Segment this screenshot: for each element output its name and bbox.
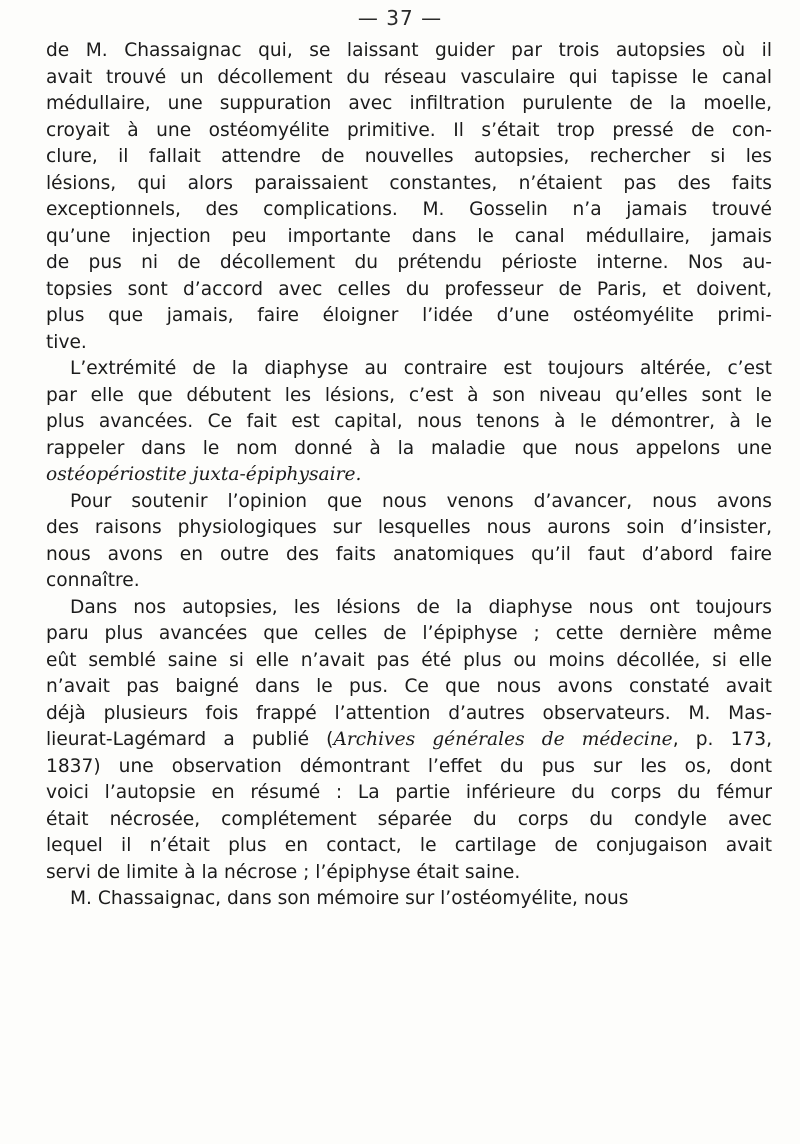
line-text: déjà plusieurs fois frappé l’attention d’autres observateurs. M. Mas-: [46, 702, 772, 724]
line-text: par elle que débutent les lésions, c’est à son niveau qu’elles sont le: [46, 384, 772, 406]
text-line: [46, 595, 772, 622]
line-text: lieurat-Lagémard a publié (: [46, 729, 334, 750]
line-text: M. Chassaignac, dans son mémoire sur l’ostéomyélite, nous: [70, 888, 629, 909]
text-line: [46, 383, 772, 410]
text-line: [46, 807, 772, 834]
line-text: plus que jamais, faire éloigner l’idée d’une ostéomyélite primi-: [46, 305, 772, 326]
line-text: exceptionnels, des complications. M. Gosselin n’a jamais trouvé: [46, 199, 772, 220]
line-text: plus avancées. Ce fait est capital, nous tenons à le démontrer, à le: [46, 411, 772, 432]
line-italic-text: Archives générales de médecine: [333, 729, 673, 750]
line-text: lequel il n’était plus en contact, le cartilage de conjugaison avait: [46, 835, 772, 856]
line-text: paru plus avancées que celles de l’épiphyse ; cette dernière même: [46, 623, 772, 644]
text-line: [46, 754, 772, 781]
text-line: [46, 727, 772, 754]
text-line: [46, 542, 772, 569]
line-text: de M. Chassaignac qui, se laissant guider par trois autopsies où il: [46, 40, 772, 61]
line-text: de pus ni de décollement du prétendu périoste interne. Nos au-: [46, 252, 772, 273]
text-line: [46, 780, 772, 807]
line-text: 1837) une observation démontrant l’effet du pus sur les os, dont: [46, 755, 772, 777]
line-text: était nécrosée, complétement séparée du corps du condyle avec: [46, 808, 772, 830]
line-text: rappeler dans le nom donné à la maladie que nous appelons une: [46, 437, 772, 459]
line-text: connaître.: [46, 570, 140, 591]
line-text: servi de limite à la nécrose ; l’épiphyse était saine.: [46, 861, 521, 883]
text-line: [46, 330, 772, 357]
line-text: ostéopériostite juxta-épiphysaire.: [46, 464, 362, 485]
line-text: croyait à une ostéomyélite primitive. Il s’était trop pressé de con-: [46, 119, 772, 141]
line-text: Dans nos autopsies, les lésions de la diaphyse nous ont toujours: [70, 596, 772, 618]
text-line: [46, 462, 772, 489]
text-line: [46, 833, 772, 860]
line-text: Pour soutenir l’opinion que nous venons d’avancer, nous avons: [70, 490, 772, 512]
paragraph: [46, 489, 772, 595]
text-line: [46, 886, 772, 913]
text-line: [46, 674, 772, 701]
text-line: [46, 621, 772, 648]
line-text: clure, il fallait attendre de nouvelles autopsies, rechercher si les: [46, 146, 772, 167]
text-line: [46, 648, 772, 675]
text-line: [46, 356, 772, 383]
text-line: [46, 277, 772, 304]
text-body: [46, 38, 772, 913]
page-number: — 37 —: [357, 6, 443, 30]
paragraph: [46, 38, 772, 356]
text-line: [46, 197, 772, 224]
text-line: [46, 515, 772, 542]
paragraph: [46, 356, 772, 489]
line-text: avait trouvé un décollement du réseau vasculaire qui tapisse le canal: [46, 66, 772, 88]
line-text: tive.: [46, 331, 87, 353]
text-line: [46, 65, 772, 92]
text-line: [46, 701, 772, 728]
line-text: eût semblé saine si elle n’avait pas été plus ou moins décollée, si elle: [46, 649, 772, 671]
text-line: [46, 409, 772, 436]
paragraph: [46, 595, 772, 887]
line-text: voici l’autopsie en résumé : La partie inférieure du corps du fémur: [46, 782, 772, 803]
text-line: [46, 144, 772, 171]
line-text: médullaire, une suppuration avec infiltration purulente de la moelle,: [46, 93, 772, 114]
text-line: [46, 118, 772, 145]
line-text: des raisons physiologiques sur lesquelles nous aurons soin d’insister,: [46, 517, 772, 538]
text-line: [46, 436, 772, 463]
line-text: L’extrémité de la diaphyse au contraire est toujours altérée, c’est: [70, 358, 772, 379]
text-line: [46, 91, 772, 118]
text-line: [46, 38, 772, 65]
text-line: [46, 303, 772, 330]
text-line: [46, 489, 772, 516]
text-line: [46, 860, 772, 887]
line-text: n’avait pas baigné dans le pus. Ce que nous avons constaté avait: [46, 676, 772, 697]
line-text: lésions, qui alors paraissaient constantes, n’étaient pas des faits: [46, 172, 772, 194]
paragraph: [46, 886, 772, 913]
text-line: [46, 250, 772, 277]
line-text: topsies sont d’accord avec celles du professeur de Paris, et doivent,: [46, 278, 772, 300]
line-text-after: , p. 173,: [672, 729, 772, 750]
line-text: nous avons en outre des faits anatomiques qu’il faut d’abord faire: [46, 543, 772, 565]
text-line: [46, 568, 772, 595]
text-line: [46, 171, 772, 198]
line-text: qu’une injection peu importante dans le canal médullaire, jamais: [46, 225, 772, 247]
text-line: [46, 224, 772, 251]
